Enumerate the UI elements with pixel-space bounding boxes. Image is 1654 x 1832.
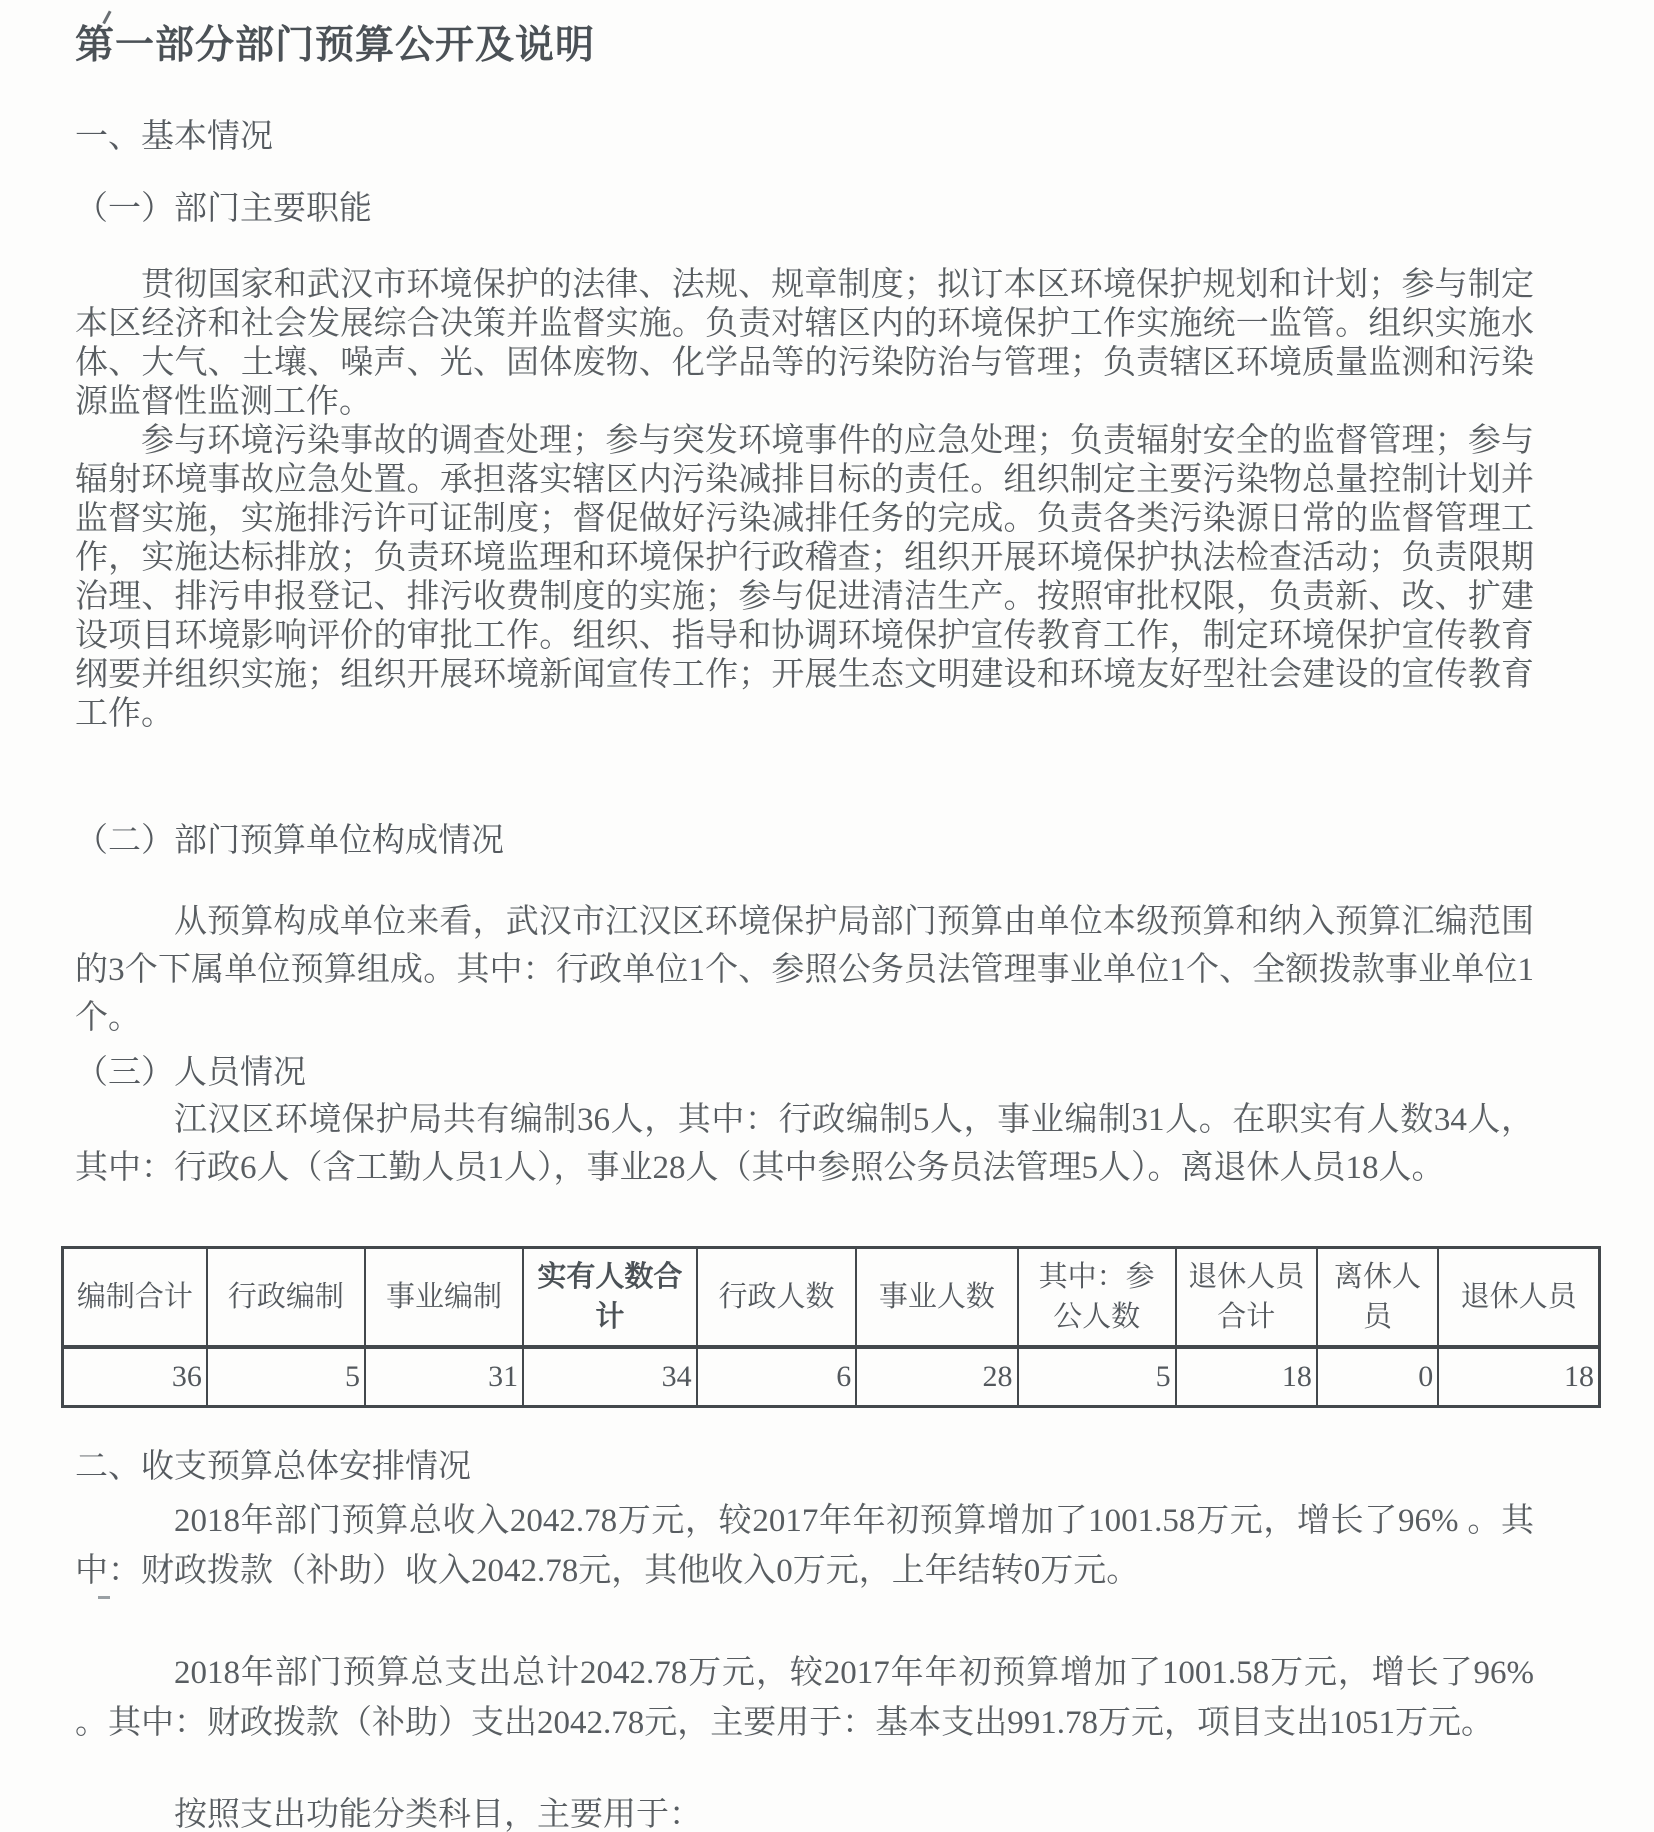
heading-basic-info: 一、基本情况 — [75, 119, 273, 155]
col-header-civil-service-managed: 其中：参公人数 — [1018, 1248, 1176, 1348]
heading-budget-overview: 二、收支预算总体安排情况 — [75, 1449, 471, 1485]
staff-count-table — [61, 1246, 1601, 1408]
value-actual-total: 34 — [523, 1347, 697, 1407]
value-admin-authorized: 5 — [207, 1347, 365, 1407]
paragraph-expenditure-classification: 按照支出功能分类科目，主要用于： — [174, 1797, 702, 1832]
staff-table-header-row — [63, 1248, 1600, 1348]
col-header-admin-authorized: 行政编制 — [207, 1248, 365, 1348]
col-header-admin-actual: 行政人数 — [697, 1248, 857, 1348]
paragraph-main-functions-2: 参与环境污染事故的调查处理；参与突发环境事件的应急处理；负责辐射安全的监督管理；参与辐射环境事故应急处置。承担落实辖区内污染减排目标的责任。组织制定主要污染物总量控制计划并监督实施，实施排污许可证制度；督促做好污染减排任务的完成。负责各类污染源日常的监督管理工作，实施达标排放；负责环境监理和环境保护行政稽查；组织开展环境保护执法检查活动；负责限期治理、排污申报登记、排污收费制度的实施；参与促进清洁生产。按照审批权限，负责新、改、扩建设项目环境影响评价的审批工作。组织、指导和协调环境保护宣传教育工作，制定环境保护宣传教育纲要并组织实施；组织开展环境新闻宣传工作；开展生态文明建设和环境友好型社会建设的宣传教育工作。 — [75, 423, 1534, 732]
value-tuixiu: 18 — [1438, 1347, 1599, 1407]
paragraph-expenditure: 2018年部门预算总支出总计2042.78万元，较2017年年初预算增加了1001.58万元，增长了96% 。其中：财政拨款（补助）支出2042.78元，主要用于：基本支出991.78万元，项目支出1051万元。 — [75, 1655, 1534, 1741]
page-title: 第一部分部门预算公开及说明 — [75, 24, 596, 67]
value-institution-actual: 28 — [856, 1347, 1017, 1407]
heading-budget-unit-composition: （二）部门预算单位构成情况 — [75, 823, 504, 859]
scan-artifact-dash — [98, 1596, 110, 1599]
paragraph-income: 2018年部门预算总收入2042.78万元，较2017年年初预算增加了1001.58万元，增长了96% 。其中：财政拨款（补助）收入2042.78元，其他收入0万元，上年结转0万元。 — [75, 1503, 1534, 1589]
staff-table-value-row — [63, 1347, 1600, 1407]
col-header-authorized-total: 编制合计 — [63, 1248, 207, 1348]
col-header-lixiu: 离休人员 — [1317, 1248, 1438, 1348]
paragraph-personnel: 江汉区环境保护局共有编制36人，其中：行政编制5人，事业编制31人。在职实有人数34人，其中：行政6人（含工勤人员1人），事业28人（其中参照公务员法管理5人）。离退休人员18人。 — [75, 1102, 1534, 1186]
value-lixiu: 0 — [1317, 1347, 1438, 1407]
value-admin-actual: 6 — [697, 1347, 857, 1407]
col-header-tuixiu: 退休人员 — [1438, 1248, 1599, 1348]
paragraph-main-functions-1: 贯彻国家和武汉市环境保护的法律、法规、规章制度；拟订本区环境保护规划和计划；参与制定本区经济和社会发展综合决策并监督实施。负责对辖区内的环境保护工作实施统一监管。组织实施水体、大气、土壤、噪声、光、固体废物、化学品等的污染防治与管理；负责辖区环境质量监测和污染源监督性监测工作。 — [75, 267, 1534, 420]
value-retired-total: 18 — [1176, 1347, 1317, 1407]
heading-main-functions: （一）部门主要职能 — [75, 191, 372, 227]
heading-personnel: （三）人员情况 — [75, 1055, 306, 1091]
paragraph-budget-unit-composition: 从预算构成单位来看，武汉市江汉区环境保护局部门预算由单位本级预算和纳入预算汇编范围的3个下属单位预算组成。其中：行政单位1个、参照公务员法管理事业单位1个、全额拨款事业单位1个。 — [75, 904, 1534, 1036]
col-header-actual-total: 实有人数合计 — [523, 1248, 697, 1348]
value-institution-authorized: 31 — [365, 1347, 523, 1407]
col-header-institution-actual: 事业人数 — [856, 1248, 1017, 1348]
col-header-retired-total: 退休人员合计 — [1176, 1248, 1317, 1348]
value-authorized-total: 36 — [63, 1347, 207, 1407]
value-civil-service-managed: 5 — [1018, 1347, 1176, 1407]
col-header-institution-authorized: 事业编制 — [365, 1248, 523, 1348]
